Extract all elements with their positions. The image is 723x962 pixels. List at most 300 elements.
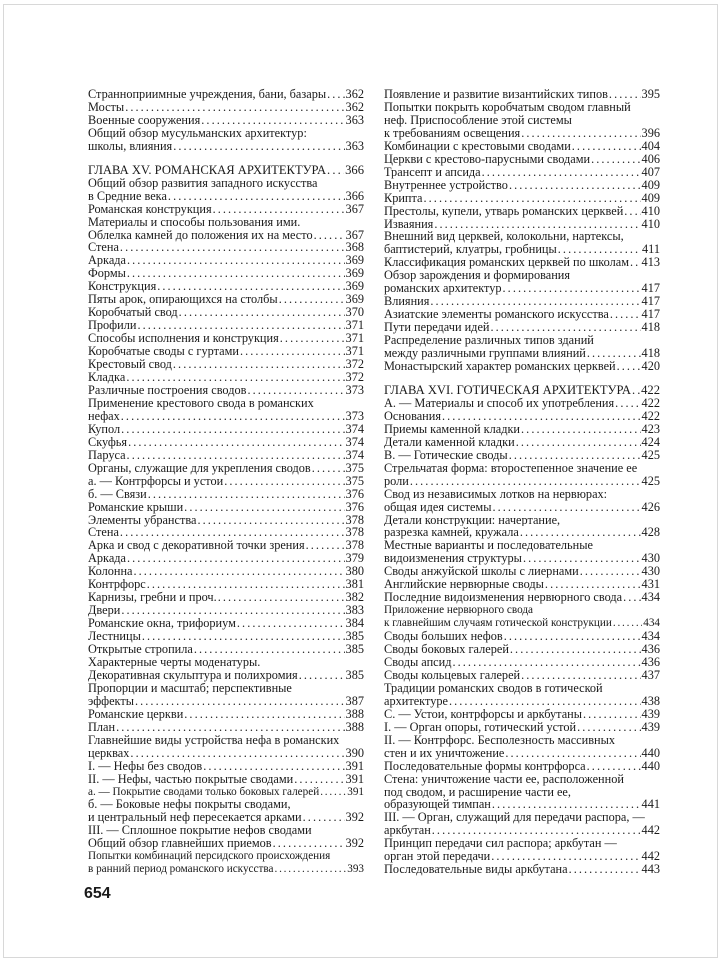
toc-page-ref: 434 <box>643 617 660 630</box>
toc-entry <box>384 734 660 760</box>
toc-entry-row <box>384 360 660 373</box>
toc-entry-text: Купол <box>88 421 121 436</box>
toc-entry-text: Английские нервюрные своды <box>384 577 544 592</box>
toc-entry-row <box>88 241 364 254</box>
toc-entry-row <box>384 256 660 269</box>
toc-entry-row <box>88 229 364 242</box>
toc-entry <box>384 539 660 565</box>
toc-page-ref: 366 <box>345 162 364 177</box>
toc-page-ref: 417 <box>641 281 660 296</box>
toc-entry <box>384 88 660 101</box>
toc-entry <box>384 166 660 179</box>
toc-entry <box>88 127 364 153</box>
toc-entry <box>88 358 364 371</box>
dot-leader <box>135 695 345 708</box>
toc-entry <box>384 153 660 166</box>
toc-entry-text: Монастырский характер романских церквей <box>384 359 616 374</box>
dot-leader <box>127 254 345 267</box>
toc-entry-row <box>88 837 364 850</box>
dot-leader <box>314 229 345 242</box>
toc-entry-text: Крестовый свод <box>88 357 172 372</box>
toc-entry <box>384 760 660 773</box>
toc-entry-text: Распределение различных типов зданий <box>384 334 594 348</box>
toc-entry-row <box>88 591 364 604</box>
toc-entry-text: III. — Орган, служащий для передачи распора, — <box>384 811 645 825</box>
dot-leader <box>128 436 344 449</box>
toc-entry-text: нефах <box>88 408 120 423</box>
toc-entry-text: видоизменения структуры <box>384 551 522 566</box>
toc-entry-text: Крипта <box>384 190 423 205</box>
toc-entry <box>384 708 660 721</box>
dot-leader <box>624 205 640 218</box>
toc-page-ref: 439 <box>641 706 660 721</box>
toc-entry-row <box>88 747 364 760</box>
toc-entry <box>88 101 364 114</box>
toc-page-ref: 376 <box>345 499 364 514</box>
toc-entry <box>88 241 364 254</box>
dot-leader <box>583 708 641 721</box>
toc-page-ref: 369 <box>345 266 364 281</box>
toc-entry-text: Коробчатый свод <box>88 305 178 320</box>
toc-left-column <box>88 88 364 876</box>
toc-entry-row <box>88 101 364 114</box>
toc-entry-text: Основания <box>384 408 441 423</box>
toc-entry <box>384 179 660 192</box>
toc-entry-text: Стена: уничтожение части ее, расположенной <box>384 772 624 786</box>
dot-leader <box>274 863 346 876</box>
toc-entry-text: аркбутан <box>384 823 431 838</box>
dot-leader <box>213 203 345 216</box>
toc-entry <box>384 360 660 373</box>
toc-entry <box>88 591 364 604</box>
toc-page-ref: 422 <box>641 395 660 410</box>
toc-entry-row <box>384 798 660 811</box>
toc-entry <box>88 449 364 462</box>
toc-entry-row <box>88 410 364 423</box>
dot-leader <box>294 773 344 786</box>
toc-entry-text: Трансепт и апсида <box>384 164 481 179</box>
toc-entry <box>384 256 660 269</box>
toc-entry-row <box>88 863 364 876</box>
dot-leader <box>452 656 640 669</box>
dot-leader <box>127 267 345 280</box>
toc-entry-row <box>384 384 660 397</box>
dot-leader <box>168 190 345 203</box>
toc-entry-row <box>384 205 660 218</box>
toc-entry-row <box>384 669 660 682</box>
dot-leader <box>572 140 641 153</box>
toc-entry <box>384 682 660 708</box>
toc-entry <box>88 164 364 177</box>
toc-page-ref: 387 <box>345 693 364 708</box>
dot-leader <box>503 282 641 295</box>
toc-entry-row <box>384 218 660 231</box>
toc-page-ref: 371 <box>345 318 364 333</box>
dot-leader <box>449 695 641 708</box>
toc-entry <box>384 721 660 734</box>
toc-entry-text: Традиции романских сводов в готической <box>384 681 603 695</box>
dot-leader <box>442 410 641 423</box>
toc-entry-text: в ранний период романского искусства <box>88 863 274 876</box>
toc-page-ref: 378 <box>345 512 364 527</box>
toc-entry-row <box>384 501 660 514</box>
toc-entry-text: Свод из независимых лотков на нервюрах: <box>384 487 608 501</box>
toc-entry-text: Романские церкви <box>88 706 184 721</box>
toc-page-ref: 385 <box>345 629 364 644</box>
dot-leader <box>306 539 345 552</box>
toc-page-ref: 413 <box>641 255 660 270</box>
toc-entry-text: Аркада <box>88 551 126 566</box>
toc-entry-row <box>88 786 364 799</box>
toc-entry-text: Аркада <box>88 253 126 268</box>
toc-page-ref: 362 <box>345 99 364 114</box>
toc-entry-text: В. — Готические своды <box>384 447 508 462</box>
dot-leader <box>509 449 641 462</box>
toc-entry-text: Престолы, купели, утварь романских церквей <box>384 203 624 218</box>
toc-entry <box>384 218 660 231</box>
toc-page-ref: 422 <box>641 408 660 423</box>
toc-entry-row <box>88 488 364 501</box>
toc-entry-text: Открытые стропила <box>88 642 193 657</box>
toc-page-ref: 393 <box>347 863 364 876</box>
toc-entry-text: Внешний вид церквей, колокольни, нартексы, <box>384 230 624 244</box>
toc-entry-row <box>88 695 364 708</box>
toc-entry-text: Попытки покрыть коробчатым сводом главный <box>384 100 631 114</box>
toc-entry-row <box>384 397 660 410</box>
toc-entry-row <box>88 721 364 734</box>
toc-entry-text: Общий обзор мусульманских архитектур: <box>88 126 307 140</box>
toc-page-ref: 392 <box>345 836 364 851</box>
toc-entry-text: Коробчатые своды с гуртами <box>88 344 239 359</box>
toc-entry-text: ГЛАВА XVI. ГОТИЧЕСКАЯ АРХИТЕКТУРА <box>384 382 631 397</box>
toc-page-ref: 382 <box>345 590 364 605</box>
toc-entry-row <box>384 192 660 205</box>
dot-leader <box>179 306 345 319</box>
dot-leader <box>184 708 344 721</box>
toc-entry-row <box>88 358 364 371</box>
toc-entry-row <box>88 384 364 397</box>
toc-entry-text: Стена <box>88 240 119 255</box>
toc-entry <box>88 501 364 514</box>
dot-leader <box>247 384 344 397</box>
toc-page-ref: 434 <box>641 629 660 644</box>
toc-entry-text: Романские окна, трифориум <box>88 616 236 631</box>
toc-entry-row <box>384 410 660 423</box>
toc-page-ref: 370 <box>345 305 364 320</box>
toc-entry-text: Изваяния <box>384 216 434 231</box>
dot-leader <box>504 630 641 643</box>
toc-page-ref: 442 <box>641 849 660 864</box>
toc-entry-text: эффекты <box>88 693 134 708</box>
toc-entry-text: Колонна <box>88 564 133 579</box>
toc-page-ref: 378 <box>345 525 364 540</box>
toc-entry-text: и центральный неф пересекается арками <box>88 810 302 825</box>
toc-page-ref: 434 <box>641 590 660 605</box>
dot-leader <box>327 164 344 177</box>
toc-entry-text: Появление и развитие византийских типов <box>384 87 608 101</box>
toc-page-ref: 418 <box>641 346 660 361</box>
toc-entry-text: Приемы каменной кладки <box>384 421 521 436</box>
dot-leader <box>587 760 641 773</box>
toc-entry <box>88 760 364 773</box>
toc-page-ref: 425 <box>641 473 660 488</box>
dot-leader <box>613 617 642 630</box>
dot-leader <box>505 747 640 760</box>
toc-page-ref: 407 <box>641 164 660 179</box>
toc-page-ref: 375 <box>345 473 364 488</box>
toc-entry-text: Последовательные формы контрфорса <box>384 758 586 773</box>
toc-entry-text: неф. Приспособление этой системы <box>384 113 572 127</box>
toc-entry <box>384 334 660 360</box>
toc-entry <box>384 192 660 205</box>
toc-page-ref: 422 <box>641 382 660 397</box>
dot-leader <box>203 760 344 773</box>
toc-entry-text: А. — Материалы и способ их употребления <box>384 395 615 410</box>
toc-entry-text: Военные сооружения <box>88 112 201 127</box>
toc-entry-row <box>88 811 364 824</box>
toc-entry <box>384 410 660 423</box>
dot-leader <box>591 153 640 166</box>
toc-entry-row <box>384 166 660 179</box>
dot-leader <box>121 410 345 423</box>
toc-entry-text: Своды боковых галерей <box>384 642 509 657</box>
toc-entry-text: Способы исполнения и конструкция <box>88 331 279 346</box>
dot-leader <box>312 462 345 475</box>
toc-entry-text: Принцип передачи сил распора; аркбутан — <box>384 837 617 851</box>
toc-entry-text: Последние видоизменения нервюрного свода <box>384 590 623 605</box>
toc-page-ref: 368 <box>345 240 364 255</box>
dot-leader <box>173 358 345 371</box>
toc-entry-row <box>88 254 364 267</box>
toc-page-ref: 440 <box>641 745 660 760</box>
dot-leader <box>492 798 641 811</box>
dot-leader <box>148 488 345 501</box>
toc-entry <box>88 643 364 656</box>
toc-entry-text: I. — Орган опоры, готический устой <box>384 719 577 734</box>
page-frame <box>3 4 718 958</box>
toc-entry-text: к главнейшим случаям готической конструкции <box>384 617 612 630</box>
dot-leader <box>320 786 346 799</box>
toc-page-ref: 388 <box>345 719 364 734</box>
toc-entry <box>384 230 660 256</box>
toc-entry-row <box>88 669 364 682</box>
dot-leader <box>173 140 344 153</box>
dot-leader <box>127 449 345 462</box>
dot-leader <box>434 218 640 231</box>
toc-entry-text: между различными группами влияний <box>384 346 586 361</box>
toc-entry <box>88 682 364 708</box>
toc-entry <box>88 850 364 876</box>
toc-entry <box>88 539 364 552</box>
toc-page-ref: 374 <box>345 434 364 449</box>
toc-page-ref: 391 <box>345 758 364 773</box>
toc-page-ref: 436 <box>641 654 660 669</box>
toc-page-ref: 431 <box>641 577 660 592</box>
toc-entry-text: Общий обзор главнейших приемов <box>88 836 272 851</box>
toc-entry-row <box>384 449 660 462</box>
dot-leader <box>116 721 344 734</box>
toc-entry-text: разрезка камней, кружала <box>384 525 519 540</box>
dot-leader <box>237 617 345 630</box>
toc-entry <box>88 114 364 127</box>
toc-entry-text: Различные построения сводов <box>88 382 247 397</box>
dot-leader <box>432 824 641 837</box>
toc-entry-row <box>88 773 364 786</box>
dot-leader <box>273 837 345 850</box>
toc-entry <box>88 254 364 267</box>
toc-entry-text: Детали каменной кладки <box>384 434 515 449</box>
toc-entry <box>384 462 660 488</box>
toc-entry <box>384 837 660 863</box>
dot-leader <box>521 669 640 682</box>
toc-entry-text: Обзор зарождения и формирования <box>384 269 571 283</box>
toc-page-ref: 379 <box>345 551 364 566</box>
toc-entry <box>88 475 364 488</box>
toc-page-ref: 371 <box>345 344 364 359</box>
toc-entry-text: Странноприимные учреждения, бани, базары <box>88 87 327 101</box>
toc-entry <box>384 140 660 153</box>
dot-leader <box>569 863 641 876</box>
toc-entry-text: Приложение нервюрного свода <box>384 604 534 617</box>
toc-entry <box>88 721 364 734</box>
toc-entry-row <box>384 721 660 734</box>
toc-entry-row <box>88 114 364 127</box>
dot-leader <box>303 811 345 824</box>
toc-entry-row <box>88 190 364 203</box>
dot-leader <box>521 423 641 436</box>
toc-entry <box>88 773 364 786</box>
toc-page-ref: 362 <box>345 87 364 101</box>
toc-entry <box>88 177 364 203</box>
toc-entry <box>88 384 364 397</box>
toc-entry-text: под сводом, и расширение части ее, <box>384 785 571 799</box>
toc-page-ref: 410 <box>641 203 660 218</box>
toc-entry-text: Комбинации с крестовыми сводами <box>384 138 571 153</box>
toc-entry-text: Лестницы <box>88 629 141 644</box>
toc-entry-row <box>88 501 364 514</box>
toc-page-ref: 380 <box>345 564 364 579</box>
toc-entry-text: Паруса <box>88 447 126 462</box>
toc-page-ref: 423 <box>641 421 660 436</box>
toc-entry-text: Влияния <box>384 294 430 309</box>
toc-entry-text: Общий обзор развития западного искусства <box>88 176 318 190</box>
toc-page-ref: 367 <box>345 201 364 216</box>
dot-leader <box>615 397 640 410</box>
toc-entry-row <box>88 140 364 153</box>
toc-page-ref: 366 <box>345 188 364 203</box>
toc-entry <box>384 449 660 462</box>
toc-page-ref: 385 <box>345 667 364 682</box>
dot-leader <box>632 384 640 397</box>
toc-page-ref: 369 <box>345 279 364 294</box>
toc-page-ref: 385 <box>345 642 364 657</box>
toc-page-ref: 363 <box>345 138 364 153</box>
toc-page-ref: 369 <box>345 253 364 268</box>
toc-page-ref: 417 <box>641 294 660 309</box>
toc-entry-row <box>384 153 660 166</box>
dot-leader <box>410 475 641 488</box>
toc-entry-row <box>384 436 660 449</box>
dot-leader <box>127 552 345 565</box>
toc-entry <box>384 205 660 218</box>
toc-entry-text: б. — Боковые нефы покрыты сводами, <box>88 798 291 812</box>
toc-entry-text: к требованиям освещения <box>384 125 521 140</box>
toc-entry-text: архитектуре <box>384 693 448 708</box>
toc-entry-text: II. — Нефы, частью покрытые сводами <box>88 771 294 786</box>
toc-page-ref: 391 <box>347 785 364 798</box>
dot-leader <box>577 721 640 734</box>
toc-page-ref: 406 <box>641 151 660 166</box>
toc-entry-text: Местные варианты и последовательные <box>384 539 593 553</box>
dot-leader <box>516 436 641 449</box>
toc-entry-row <box>384 656 660 669</box>
toc-entry <box>384 811 660 837</box>
dot-leader <box>520 526 641 539</box>
toc-entry <box>384 514 660 540</box>
toc-entry <box>88 423 364 436</box>
toc-entry-text: Церкви с крестово-парусными сводами <box>384 151 591 166</box>
dot-leader <box>279 293 345 306</box>
page-number: 654 <box>84 885 111 902</box>
toc-page-ref: 369 <box>345 292 364 307</box>
toc-entry-text: Органы, служащие для укрепления сводов <box>88 460 311 475</box>
toc-entry-row <box>384 140 660 153</box>
toc-page-ref: 409 <box>641 177 660 192</box>
toc-page-ref: 428 <box>641 525 660 540</box>
toc-entry-text: Стрельчатая форма: второстепенное значение ее <box>384 461 638 475</box>
toc-entry-text: Формы <box>88 266 126 281</box>
toc-entry-row <box>384 863 660 876</box>
toc-page-ref: 439 <box>641 719 660 734</box>
toc-entry-text: церквах <box>88 745 130 760</box>
dot-leader <box>609 88 641 101</box>
toc-entry-text: Скуфья <box>88 434 128 449</box>
toc-entry-text: II. — Контрфорс. Бесполезность массивных <box>384 733 616 747</box>
dot-leader <box>299 669 345 682</box>
toc-page-ref: 391 <box>345 771 364 786</box>
toc-page-ref: 410 <box>641 216 660 231</box>
toc-entry <box>384 269 660 295</box>
toc-entry-row <box>88 643 364 656</box>
toc-page-ref: 372 <box>345 370 364 385</box>
dot-leader <box>509 179 641 192</box>
toc-page-ref: 375 <box>345 460 364 475</box>
toc-entry-text: С. — Устои, контрфорсы и аркбутаны <box>384 706 582 721</box>
toc-page-ref: 441 <box>641 797 660 812</box>
dot-leader <box>201 114 344 127</box>
toc-entry <box>88 462 364 475</box>
toc-page-ref: 437 <box>641 667 660 682</box>
toc-page-ref: 367 <box>345 227 364 242</box>
toc-entry <box>384 863 660 876</box>
dot-leader <box>630 256 641 269</box>
toc-entry-text: Азиатские элементы романского искусства <box>384 307 609 322</box>
toc-entry <box>384 488 660 514</box>
toc-entry-row <box>384 824 660 837</box>
toc-page-ref: 373 <box>345 382 364 397</box>
toc-entry-text: Профили <box>88 318 137 333</box>
toc-entry-row <box>88 462 364 475</box>
toc-entry-text: Пяты арок, опирающихся на столбы <box>88 292 278 307</box>
toc-entry-text: Применение крестового свода в романских <box>88 396 314 410</box>
toc-entry-text: Декоративная скульптура и полихромия <box>88 667 298 682</box>
toc-page-ref: 411 <box>642 242 660 257</box>
toc-entry-text: а. — Контрфорсы и устои <box>88 473 224 488</box>
toc-page-ref: 430 <box>641 564 660 579</box>
toc-page-ref: 426 <box>641 499 660 514</box>
toc-entry <box>88 488 364 501</box>
toc-entry <box>88 798 364 824</box>
